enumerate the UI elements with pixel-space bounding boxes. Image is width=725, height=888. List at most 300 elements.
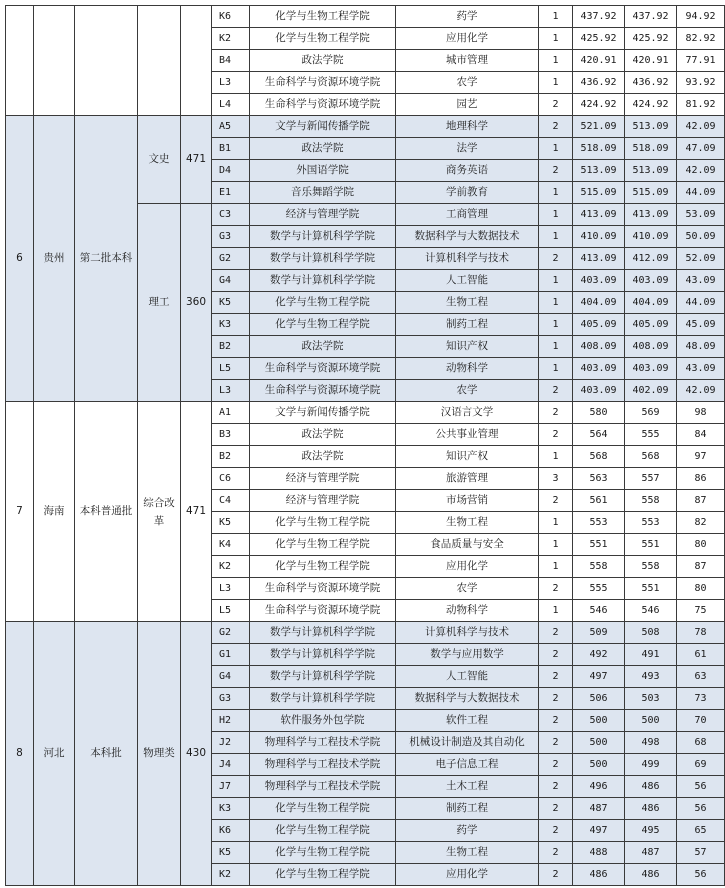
min-score-cell: 569 <box>625 402 677 424</box>
school-cell: 音乐舞蹈学院 <box>250 182 396 204</box>
major-cell: 工商管理 <box>396 204 539 226</box>
school-cell: 政法学院 <box>250 50 396 72</box>
min-score-cell: 503 <box>625 688 677 710</box>
enroll-count-cell: 1 <box>539 512 573 534</box>
over-line-cell: 63 <box>677 666 725 688</box>
enroll-count-cell: 2 <box>539 688 573 710</box>
major-cell: 制药工程 <box>396 314 539 336</box>
major-code-cell: K5 <box>212 842 250 864</box>
enroll-count-cell: 1 <box>539 446 573 468</box>
over-line-cell: 42.09 <box>677 116 725 138</box>
max-score-cell: 488 <box>573 842 625 864</box>
major-code-cell: J2 <box>212 732 250 754</box>
category-cell <box>138 6 181 116</box>
major-cell: 园艺 <box>396 94 539 116</box>
max-score-cell: 425.92 <box>573 28 625 50</box>
school-cell: 经济与管理学院 <box>250 490 396 512</box>
control-line-cell: 471 <box>181 116 212 204</box>
major-code-cell: G1 <box>212 644 250 666</box>
school-cell: 政法学院 <box>250 424 396 446</box>
min-score-cell: 425.92 <box>625 28 677 50</box>
school-cell: 生命科学与资源环境学院 <box>250 578 396 600</box>
major-cell: 农学 <box>396 72 539 94</box>
min-score-cell: 551 <box>625 534 677 556</box>
min-score-cell: 513.09 <box>625 160 677 182</box>
max-score-cell: 553 <box>573 512 625 534</box>
enroll-count-cell: 1 <box>539 556 573 578</box>
school-cell: 化学与生物工程学院 <box>250 534 396 556</box>
major-cell: 电子信息工程 <box>396 754 539 776</box>
over-line-cell: 80 <box>677 534 725 556</box>
major-cell: 计算机科学与技术 <box>396 248 539 270</box>
major-code-cell: C4 <box>212 490 250 512</box>
over-line-cell: 42.09 <box>677 160 725 182</box>
max-score-cell: 563 <box>573 468 625 490</box>
major-code-cell: L3 <box>212 380 250 402</box>
over-line-cell: 81.92 <box>677 94 725 116</box>
school-cell: 政法学院 <box>250 336 396 358</box>
min-score-cell: 402.09 <box>625 380 677 402</box>
major-code-cell: G2 <box>212 248 250 270</box>
over-line-cell: 45.09 <box>677 314 725 336</box>
over-line-cell: 97 <box>677 446 725 468</box>
group-number-cell <box>6 6 34 116</box>
major-code-cell: D4 <box>212 160 250 182</box>
min-score-cell: 420.91 <box>625 50 677 72</box>
min-score-cell: 437.92 <box>625 6 677 28</box>
max-score-cell: 521.09 <box>573 116 625 138</box>
max-score-cell: 500 <box>573 754 625 776</box>
enroll-count-cell: 2 <box>539 798 573 820</box>
min-score-cell: 518.09 <box>625 138 677 160</box>
over-line-cell: 80 <box>677 578 725 600</box>
table-body <box>6 6 725 886</box>
major-cell: 计算机科学与技术 <box>396 622 539 644</box>
min-score-cell: 403.09 <box>625 270 677 292</box>
major-code-cell: J7 <box>212 776 250 798</box>
major-code-cell: J4 <box>212 754 250 776</box>
major-cell: 食品质量与安全 <box>396 534 539 556</box>
max-score-cell: 551 <box>573 534 625 556</box>
over-line-cell: 56 <box>677 864 725 886</box>
min-score-cell: 558 <box>625 490 677 512</box>
major-cell: 汉语言文学 <box>396 402 539 424</box>
school-cell: 数学与计算机科学学院 <box>250 644 396 666</box>
major-cell: 动物科学 <box>396 600 539 622</box>
over-line-cell: 94.92 <box>677 6 725 28</box>
major-cell: 学前教育 <box>396 182 539 204</box>
over-line-cell: 84 <box>677 424 725 446</box>
major-code-cell: H2 <box>212 710 250 732</box>
over-line-cell: 77.91 <box>677 50 725 72</box>
major-code-cell: G3 <box>212 688 250 710</box>
enroll-count-cell: 2 <box>539 710 573 732</box>
major-code-cell: L3 <box>212 578 250 600</box>
major-cell: 商务英语 <box>396 160 539 182</box>
major-code-cell: G4 <box>212 270 250 292</box>
school-cell: 数学与计算机科学学院 <box>250 666 396 688</box>
school-cell: 政法学院 <box>250 446 396 468</box>
school-cell: 物理科学与工程技术学院 <box>250 776 396 798</box>
min-score-cell: 491 <box>625 644 677 666</box>
batch-cell: 本科普通批 <box>75 402 138 622</box>
major-cell: 农学 <box>396 578 539 600</box>
min-score-cell: 500 <box>625 710 677 732</box>
category-cell: 综合改革 <box>138 402 181 622</box>
major-code-cell: G4 <box>212 666 250 688</box>
group-number-cell: 8 <box>6 622 34 886</box>
min-score-cell: 555 <box>625 424 677 446</box>
school-cell: 数学与计算机科学学院 <box>250 226 396 248</box>
major-cell: 数学与应用数学 <box>396 644 539 666</box>
max-score-cell: 492 <box>573 644 625 666</box>
max-score-cell: 403.09 <box>573 270 625 292</box>
enroll-count-cell: 2 <box>539 116 573 138</box>
max-score-cell: 558 <box>573 556 625 578</box>
over-line-cell: 44.09 <box>677 182 725 204</box>
min-score-cell: 508 <box>625 622 677 644</box>
group-number-cell: 7 <box>6 402 34 622</box>
school-cell: 化学与生物工程学院 <box>250 864 396 886</box>
major-code-cell: B1 <box>212 138 250 160</box>
school-cell: 化学与生物工程学院 <box>250 6 396 28</box>
major-cell: 软件工程 <box>396 710 539 732</box>
school-cell: 生命科学与资源环境学院 <box>250 94 396 116</box>
max-score-cell: 564 <box>573 424 625 446</box>
province-cell: 河北 <box>34 622 75 886</box>
max-score-cell: 497 <box>573 666 625 688</box>
min-score-cell: 410.09 <box>625 226 677 248</box>
max-score-cell: 515.09 <box>573 182 625 204</box>
max-score-cell: 487 <box>573 798 625 820</box>
major-code-cell: B2 <box>212 446 250 468</box>
over-line-cell: 56 <box>677 798 725 820</box>
major-code-cell: L5 <box>212 358 250 380</box>
max-score-cell: 496 <box>573 776 625 798</box>
enroll-count-cell: 2 <box>539 732 573 754</box>
min-score-cell: 513.09 <box>625 116 677 138</box>
enroll-count-cell: 2 <box>539 622 573 644</box>
table-row <box>6 6 725 28</box>
min-score-cell: 403.09 <box>625 358 677 380</box>
max-score-cell: 420.91 <box>573 50 625 72</box>
school-cell: 数学与计算机科学学院 <box>250 270 396 292</box>
enroll-count-cell: 1 <box>539 336 573 358</box>
major-cell: 生物工程 <box>396 842 539 864</box>
major-cell: 旅游管理 <box>396 468 539 490</box>
min-score-cell: 498 <box>625 732 677 754</box>
school-cell: 化学与生物工程学院 <box>250 556 396 578</box>
enroll-count-cell: 2 <box>539 776 573 798</box>
major-cell: 制药工程 <box>396 798 539 820</box>
major-cell: 人工智能 <box>396 270 539 292</box>
over-line-cell: 73 <box>677 688 725 710</box>
min-score-cell: 436.92 <box>625 72 677 94</box>
max-score-cell: 546 <box>573 600 625 622</box>
over-line-cell: 87 <box>677 490 725 512</box>
major-code-cell: K5 <box>212 292 250 314</box>
school-cell: 数学与计算机科学学院 <box>250 248 396 270</box>
enroll-count-cell: 2 <box>539 380 573 402</box>
over-line-cell: 68 <box>677 732 725 754</box>
control-line-cell <box>181 6 212 116</box>
over-line-cell: 43.09 <box>677 358 725 380</box>
table-row <box>6 402 725 424</box>
min-score-cell: 557 <box>625 468 677 490</box>
category-cell: 物理类 <box>138 622 181 886</box>
enroll-count-cell: 2 <box>539 94 573 116</box>
batch-cell: 第二批本科 <box>75 116 138 402</box>
min-score-cell: 515.09 <box>625 182 677 204</box>
school-cell: 生命科学与资源环境学院 <box>250 72 396 94</box>
min-score-cell: 412.09 <box>625 248 677 270</box>
major-code-cell: B4 <box>212 50 250 72</box>
enroll-count-cell: 1 <box>539 292 573 314</box>
enroll-count-cell: 1 <box>539 204 573 226</box>
min-score-cell: 558 <box>625 556 677 578</box>
enroll-count-cell: 2 <box>539 820 573 842</box>
major-code-cell: G2 <box>212 622 250 644</box>
max-score-cell: 561 <box>573 490 625 512</box>
max-score-cell: 580 <box>573 402 625 424</box>
min-score-cell: 408.09 <box>625 336 677 358</box>
max-score-cell: 413.09 <box>573 248 625 270</box>
major-cell: 药学 <box>396 820 539 842</box>
max-score-cell: 408.09 <box>573 336 625 358</box>
school-cell: 化学与生物工程学院 <box>250 512 396 534</box>
min-score-cell: 553 <box>625 512 677 534</box>
min-score-cell: 486 <box>625 798 677 820</box>
enroll-count-cell: 1 <box>539 270 573 292</box>
major-code-cell: K5 <box>212 512 250 534</box>
group-number-cell: 6 <box>6 116 34 402</box>
enroll-count-cell: 1 <box>539 314 573 336</box>
over-line-cell: 43.09 <box>677 270 725 292</box>
major-cell: 市场营销 <box>396 490 539 512</box>
over-line-cell: 48.09 <box>677 336 725 358</box>
major-code-cell: E1 <box>212 182 250 204</box>
max-score-cell: 509 <box>573 622 625 644</box>
over-line-cell: 44.09 <box>677 292 725 314</box>
major-cell: 生物工程 <box>396 292 539 314</box>
school-cell: 文学与新闻传播学院 <box>250 402 396 424</box>
batch-cell <box>75 6 138 116</box>
enroll-count-cell: 1 <box>539 6 573 28</box>
major-cell: 动物科学 <box>396 358 539 380</box>
major-cell: 应用化学 <box>396 28 539 50</box>
max-score-cell: 403.09 <box>573 380 625 402</box>
school-cell: 经济与管理学院 <box>250 468 396 490</box>
enroll-count-cell: 1 <box>539 138 573 160</box>
max-score-cell: 405.09 <box>573 314 625 336</box>
major-code-cell: L5 <box>212 600 250 622</box>
enroll-count-cell: 2 <box>539 160 573 182</box>
over-line-cell: 93.92 <box>677 72 725 94</box>
control-line-cell: 471 <box>181 402 212 622</box>
major-cell: 药学 <box>396 6 539 28</box>
major-cell: 城市管理 <box>396 50 539 72</box>
school-cell: 化学与生物工程学院 <box>250 842 396 864</box>
major-code-cell: K6 <box>212 6 250 28</box>
control-line-cell: 430 <box>181 622 212 886</box>
major-code-cell: K3 <box>212 314 250 336</box>
enroll-count-cell: 1 <box>539 72 573 94</box>
max-score-cell: 497 <box>573 820 625 842</box>
major-cell: 土木工程 <box>396 776 539 798</box>
school-cell: 数学与计算机科学学院 <box>250 622 396 644</box>
major-cell: 公共事业管理 <box>396 424 539 446</box>
major-cell: 数据科学与大数据技术 <box>396 226 539 248</box>
max-score-cell: 500 <box>573 732 625 754</box>
major-cell: 法学 <box>396 138 539 160</box>
enroll-count-cell: 3 <box>539 468 573 490</box>
max-score-cell: 506 <box>573 688 625 710</box>
batch-cell: 本科批 <box>75 622 138 886</box>
over-line-cell: 82 <box>677 512 725 534</box>
enroll-count-cell: 1 <box>539 358 573 380</box>
over-line-cell: 53.09 <box>677 204 725 226</box>
enroll-count-cell: 2 <box>539 754 573 776</box>
over-line-cell: 70 <box>677 710 725 732</box>
max-score-cell: 486 <box>573 864 625 886</box>
major-code-cell: K2 <box>212 28 250 50</box>
max-score-cell: 518.09 <box>573 138 625 160</box>
min-score-cell: 486 <box>625 864 677 886</box>
major-cell: 知识产权 <box>396 336 539 358</box>
min-score-cell: 499 <box>625 754 677 776</box>
over-line-cell: 52.09 <box>677 248 725 270</box>
min-score-cell: 546 <box>625 600 677 622</box>
min-score-cell: 413.09 <box>625 204 677 226</box>
school-cell: 化学与生物工程学院 <box>250 820 396 842</box>
max-score-cell: 404.09 <box>573 292 625 314</box>
max-score-cell: 403.09 <box>573 358 625 380</box>
min-score-cell: 493 <box>625 666 677 688</box>
major-code-cell: C6 <box>212 468 250 490</box>
school-cell: 化学与生物工程学院 <box>250 798 396 820</box>
over-line-cell: 61 <box>677 644 725 666</box>
min-score-cell: 405.09 <box>625 314 677 336</box>
major-code-cell: A5 <box>212 116 250 138</box>
major-code-cell: K4 <box>212 534 250 556</box>
major-code-cell: B3 <box>212 424 250 446</box>
min-score-cell: 424.92 <box>625 94 677 116</box>
over-line-cell: 50.09 <box>677 226 725 248</box>
major-cell: 知识产权 <box>396 446 539 468</box>
enroll-count-cell: 2 <box>539 490 573 512</box>
max-score-cell: 513.09 <box>573 160 625 182</box>
province-cell <box>34 6 75 116</box>
over-line-cell: 98 <box>677 402 725 424</box>
major-cell: 应用化学 <box>396 556 539 578</box>
min-score-cell: 551 <box>625 578 677 600</box>
over-line-cell: 56 <box>677 776 725 798</box>
school-cell: 化学与生物工程学院 <box>250 314 396 336</box>
major-code-cell: K2 <box>212 556 250 578</box>
max-score-cell: 437.92 <box>573 6 625 28</box>
enroll-count-cell: 1 <box>539 600 573 622</box>
enroll-count-cell: 2 <box>539 644 573 666</box>
max-score-cell: 555 <box>573 578 625 600</box>
province-cell: 贵州 <box>34 116 75 402</box>
major-cell: 生物工程 <box>396 512 539 534</box>
max-score-cell: 436.92 <box>573 72 625 94</box>
enroll-count-cell: 2 <box>539 864 573 886</box>
enroll-count-cell: 1 <box>539 28 573 50</box>
enroll-count-cell: 2 <box>539 424 573 446</box>
major-code-cell: B2 <box>212 336 250 358</box>
control-line-cell: 360 <box>181 204 212 402</box>
school-cell: 文学与新闻传播学院 <box>250 116 396 138</box>
school-cell: 物理科学与工程技术学院 <box>250 754 396 776</box>
school-cell: 化学与生物工程学院 <box>250 292 396 314</box>
max-score-cell: 413.09 <box>573 204 625 226</box>
min-score-cell: 486 <box>625 776 677 798</box>
enroll-count-cell: 1 <box>539 182 573 204</box>
over-line-cell: 69 <box>677 754 725 776</box>
table-row <box>6 116 725 138</box>
over-line-cell: 82.92 <box>677 28 725 50</box>
school-cell: 软件服务外包学院 <box>250 710 396 732</box>
over-line-cell: 65 <box>677 820 725 842</box>
major-cell: 应用化学 <box>396 864 539 886</box>
major-cell: 人工智能 <box>396 666 539 688</box>
school-cell: 外国语学院 <box>250 160 396 182</box>
enroll-count-cell: 2 <box>539 248 573 270</box>
over-line-cell: 87 <box>677 556 725 578</box>
major-code-cell: C3 <box>212 204 250 226</box>
school-cell: 生命科学与资源环境学院 <box>250 358 396 380</box>
enroll-count-cell: 2 <box>539 666 573 688</box>
enroll-count-cell: 2 <box>539 578 573 600</box>
enroll-count-cell: 1 <box>539 226 573 248</box>
major-cell: 数据科学与大数据技术 <box>396 688 539 710</box>
school-cell: 经济与管理学院 <box>250 204 396 226</box>
max-score-cell: 568 <box>573 446 625 468</box>
category-cell: 文史 <box>138 116 181 204</box>
enroll-count-cell: 2 <box>539 402 573 424</box>
min-score-cell: 487 <box>625 842 677 864</box>
major-code-cell: L3 <box>212 72 250 94</box>
max-score-cell: 500 <box>573 710 625 732</box>
over-line-cell: 86 <box>677 468 725 490</box>
table-row <box>6 622 725 644</box>
major-code-cell: K6 <box>212 820 250 842</box>
over-line-cell: 75 <box>677 600 725 622</box>
admission-score-table <box>5 5 725 886</box>
over-line-cell: 47.09 <box>677 138 725 160</box>
enroll-count-cell: 2 <box>539 842 573 864</box>
major-code-cell: L4 <box>212 94 250 116</box>
min-score-cell: 404.09 <box>625 292 677 314</box>
max-score-cell: 410.09 <box>573 226 625 248</box>
major-code-cell: A1 <box>212 402 250 424</box>
enroll-count-cell: 1 <box>539 50 573 72</box>
enroll-count-cell: 1 <box>539 534 573 556</box>
school-cell: 数学与计算机科学学院 <box>250 688 396 710</box>
major-cell: 机械设计制造及其自动化 <box>396 732 539 754</box>
over-line-cell: 57 <box>677 842 725 864</box>
school-cell: 物理科学与工程技术学院 <box>250 732 396 754</box>
over-line-cell: 78 <box>677 622 725 644</box>
major-code-cell: K2 <box>212 864 250 886</box>
major-code-cell: K3 <box>212 798 250 820</box>
major-cell: 地理科学 <box>396 116 539 138</box>
min-score-cell: 568 <box>625 446 677 468</box>
category-cell: 理工 <box>138 204 181 402</box>
min-score-cell: 495 <box>625 820 677 842</box>
province-cell: 海南 <box>34 402 75 622</box>
